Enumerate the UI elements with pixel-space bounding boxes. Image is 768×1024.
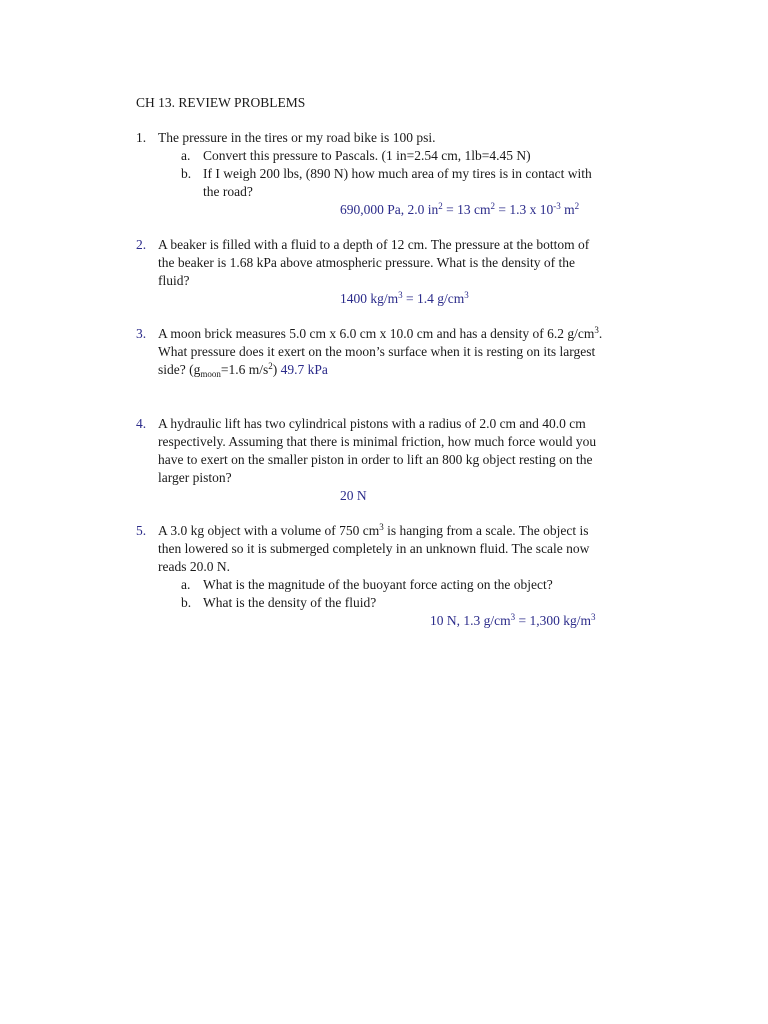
problem-5-text-3: reads 20.0 N. xyxy=(158,559,230,574)
problem-5-number: 5. xyxy=(136,523,147,538)
problem-3-answer: 49.7 kPa xyxy=(277,362,328,377)
problem-1-text: The pressure in the tires or my road bike is 100 psi. xyxy=(158,130,436,145)
problem-4-answer: 20 N xyxy=(340,488,367,503)
problem-5b-text: What is the density of the fluid? xyxy=(203,595,377,610)
problem-1-number: 1. xyxy=(136,130,147,145)
problem-5-text: A 3.0 kg object with a volume of 750 $cm^3$ is hanging from a scale. The object is xyxy=(158,522,589,538)
page-title: CH 13. REVIEW PROBLEMS xyxy=(136,95,306,110)
problem-2-text: A beaker is filled with a fluid to a depth of 12 cm. The pressure at the bottom of xyxy=(158,237,590,252)
problem-4-number: 4. xyxy=(136,416,147,431)
problem-4-text-3: have to exert on the smaller piston in order to lift an 800 kg object resting on the xyxy=(158,452,593,467)
problem-5-text-2: then lowered so it is submerged completely in an unknown fluid. The scale now xyxy=(158,541,590,556)
problem-3-text: A moon brick measures 5.0 cm x 6.0 cm x 10.0 cm and has a density of 6.2 $g/cm^3$. xyxy=(158,325,603,341)
problem-2-text-2: the beaker is 1.68 kPa above atmospheric pressure. What is the density of the xyxy=(158,255,576,270)
problem-4-text: A hydraulic lift has two cylindrical pistons with a radius of 2.0 cm and 40.0 cm xyxy=(158,416,586,431)
problem-3-number: 3. xyxy=(136,326,147,341)
problem-1a-letter: a. xyxy=(181,148,191,163)
problem-4-text-4: larger piston? xyxy=(158,470,232,485)
problem-1b-text: If I weigh 200 lbs, (890 N) how much area of my tires is in contact with xyxy=(203,166,592,181)
problem-1b-text-cont: the road? xyxy=(203,184,253,199)
problem-1b-letter: b. xyxy=(181,166,192,181)
problem-2-number: 2. xyxy=(136,237,147,252)
problem-2-answer: 1400 $kg/m^3 = 1.4$ $g/cm^3$ xyxy=(340,290,469,306)
problem-1a-text: Convert this pressure to Pascals. (1 in=2.54 cm, 1lb=4.45 N) xyxy=(203,148,531,163)
problem-5a-letter: a. xyxy=(181,577,191,592)
problem-5-answer: 10 N, 1.3 $g/cm^3 = 1,300$ $kg/m^3$ xyxy=(430,612,596,628)
problem-4-text-2: respectively. Assuming that there is minimal friction, how much force would you xyxy=(158,434,597,449)
problem-3-text-3: side? ($g_{moon}=1.6$ $m/s^2$) 49.7 kPa xyxy=(158,361,328,379)
problem-5a-text: What is the magnitude of the buoyant force acting on the object? xyxy=(203,577,553,592)
problem-5b-letter: b. xyxy=(181,595,192,610)
problem-2-text-3: fluid? xyxy=(158,273,190,288)
problem-1-answer: 690,000 Pa, 2.0 $in^2 = 13$ $cm^2 = 1.3$ x $10^{-3}$ $m^2$ xyxy=(340,201,580,217)
problem-3-text-2: What pressure does it exert on the moon’s surface when it is resting on its largest xyxy=(158,344,596,359)
